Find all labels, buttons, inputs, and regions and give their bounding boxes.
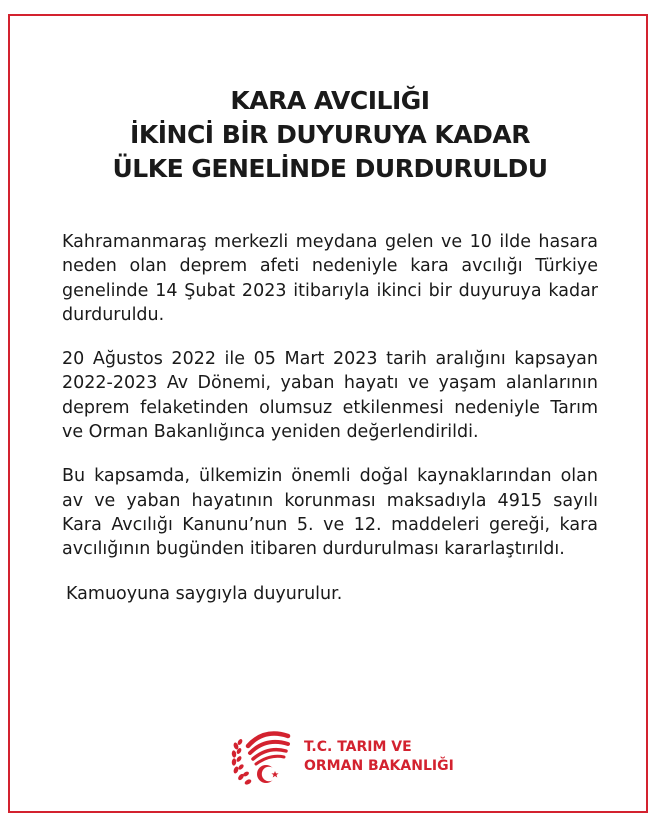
title-line-1: KARA AVCILIĞI	[230, 86, 430, 115]
announcement-title	[0, 84, 660, 186]
ministry-emblem-icon	[228, 722, 300, 792]
title-line-3: ÜLKE GENELİNDE DURDURULDU	[112, 154, 548, 183]
paragraph-1: Kahramanmaraş merkezli meydana gelen ve 10 ilde hasara neden olan deprem afeti nedeniyle kara avcılığı Türkiye genelinde 14 Şubat 2023 itibarıyla ikinci bir duyuruya kadar durduruldu.	[62, 232, 598, 325]
ministry-logo	[228, 722, 454, 792]
ministry-name	[304, 738, 454, 776]
title-line-2: İKİNCİ BİR DUYURUYA KADAR	[130, 120, 530, 149]
ministry-name-line-1: T.C. TARIM VE	[304, 739, 412, 755]
paragraph-3: Bu kapsamda, ülkemizin önemli doğal kaynaklarından olan av ve yaban hayatının korunması maksadıyla 4915 sayılı Kara Avcılığı Kanunu’nun 5. ve 12. maddeleri gereği, kara avcılığının bugünden itibaren durdurulması kararlaştırıldı.	[62, 466, 598, 560]
announcement-body	[62, 230, 598, 626]
ministry-name-line-2: ORMAN BAKANLIĞI	[304, 758, 454, 774]
closing-line: Kamuoyuna saygıyla duyurulur.	[66, 583, 343, 604]
paragraph-2: 20 Ağustos 2022 ile 05 Mart 2023 tarih aralığını kapsayan 2022-2023 Av Dönemi, yaban hayatı ve yaşam alanlarının deprem felaketinden olumsuz etkilenmesi nedeniyle Tarım ve Orman Bakanlığınca yeniden değerlendirildi.	[62, 349, 598, 443]
